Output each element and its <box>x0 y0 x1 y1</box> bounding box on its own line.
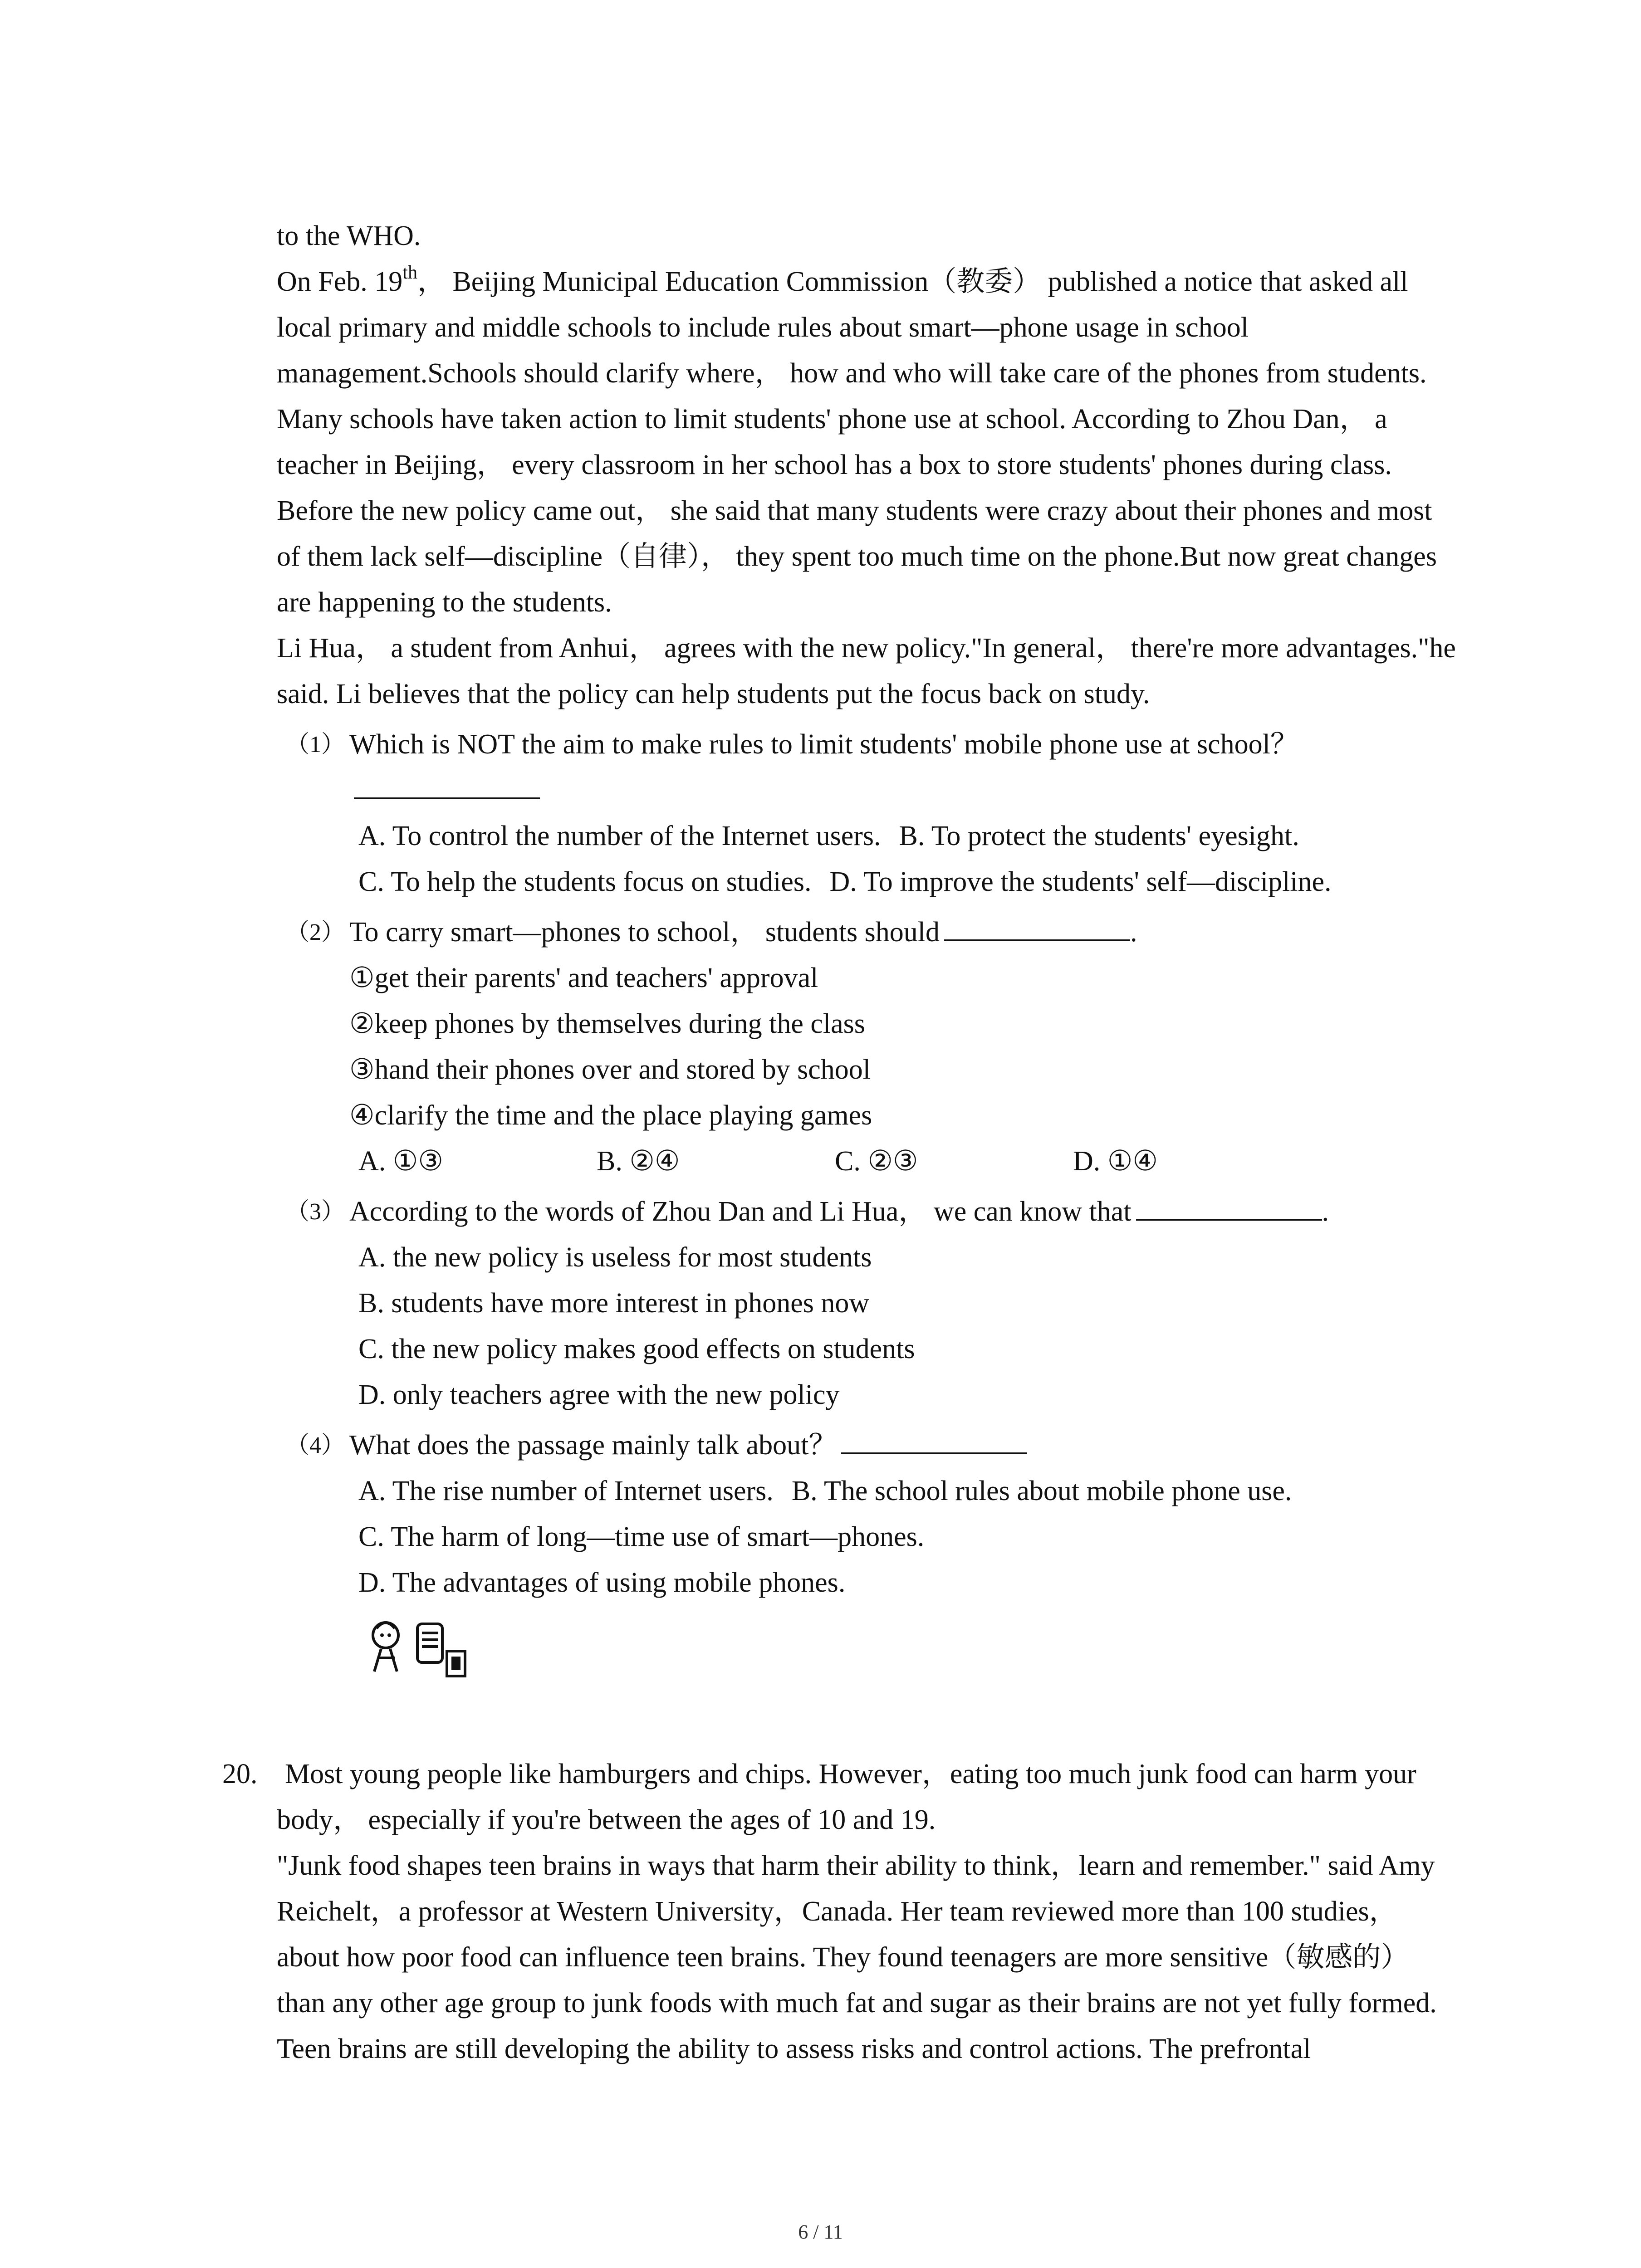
paragraph-text: ， Beijing Municipal Education Commission（教委） published a notice that asked all local primary and middle schools to include rules about smart—phone usage in school management.Schools should clarify where， how and who will take care of the phones from students. <box>277 266 1427 389</box>
question-3 <box>277 1189 1456 1235</box>
passage-paragraph: Before the new policy came out， she said that many students were crazy about their phones and most of them lack self—discipline（自律）， they spent too much time on the phone.But now great changes are happening to the students. <box>277 495 1437 618</box>
question-stem <box>349 1422 1456 1468</box>
option-a[interactable]: A. To control the number of the Internet users. <box>358 821 881 851</box>
statement-item: ②keep phones by themselves during the class <box>349 1008 865 1039</box>
option-a[interactable]: A. ①③ <box>358 1146 443 1177</box>
options <box>277 1235 1456 1418</box>
option-row <box>358 813 1456 859</box>
options <box>277 813 1456 905</box>
option-c[interactable]: C. The harm of long—time use of smart—phones. <box>358 1521 925 1552</box>
stem-text: Which is NOT the aim to make rules to limit students' mobile phone use at school？ <box>349 729 1298 760</box>
superscript: th <box>402 262 417 283</box>
option-row <box>358 859 1456 905</box>
statement-item: ③hand their phones over and stored by school <box>349 1054 871 1085</box>
question-4 <box>277 1422 1456 1468</box>
passage-paragraph: to the WHO. <box>277 220 421 251</box>
page-number: 6 / 11 <box>798 2221 843 2243</box>
question-number: （2） <box>286 919 345 945</box>
question-number: （1） <box>286 732 345 758</box>
option-b[interactable]: B. The school rules about mobile phone use. <box>791 1476 1292 1506</box>
passage-paragraph: Teen brains are still developing the ability to assess risks and control actions. The prefrontal <box>277 2033 1311 2064</box>
answer-blank[interactable] <box>1136 1192 1322 1221</box>
option-d[interactable]: D. ①④ <box>1073 1146 1158 1177</box>
option-d[interactable]: D. To improve the students' self—discipline. <box>829 866 1332 897</box>
option-d[interactable]: D. The advantages of using mobile phones. <box>358 1567 846 1598</box>
answer-blank[interactable] <box>354 770 540 799</box>
no-phone-cartoon-icon <box>358 1615 472 1683</box>
question-number: （3） <box>286 1199 345 1225</box>
question-number: （4） <box>286 1432 345 1458</box>
stem-text: According to the words of Zhou Dan and Li Hua， we can know that <box>349 1196 1132 1227</box>
question-number: 20. <box>222 1759 258 1789</box>
answer-blank[interactable] <box>841 1425 1027 1454</box>
option-b[interactable]: B. ②④ <box>597 1146 680 1177</box>
option-a[interactable]: A. the new policy is useless for most students <box>358 1242 872 1273</box>
option-b[interactable]: B. students have more interest in phones now <box>358 1288 870 1319</box>
question-20 <box>222 1751 1456 2072</box>
stem-text: To carry smart—phones to school， students should <box>349 917 940 948</box>
option-c[interactable]: C. To help the students focus on studies. <box>358 866 812 897</box>
question-1 <box>277 722 1456 813</box>
stem-text: What does the passage mainly talk about？ <box>349 1430 837 1461</box>
passage-paragraph: Most young people like hamburgers and chips. However，eating too much junk food can harm your body， especially if you're between the ages of 10 and 19. <box>277 1759 1416 1835</box>
option-a[interactable]: A. The rise number of Internet users. <box>358 1476 774 1506</box>
passage-paragraph: Li Hua， a student from Anhui， agrees with the new policy."In general， there're more advantages."he said. Li believes that the policy can help students put the focus back on study. <box>277 633 1456 709</box>
date-text: On Feb. 19 <box>277 266 403 297</box>
option-row <box>277 1139 1456 1184</box>
option-b[interactable]: B. To protect the students' eyesight. <box>899 821 1299 851</box>
document-body <box>222 213 1456 2072</box>
stem-end: . <box>1322 1196 1329 1227</box>
answer-blank[interactable] <box>944 912 1130 941</box>
question-stem <box>349 722 1456 813</box>
statement-item: ①get their parents' and teachers' approval <box>349 963 818 993</box>
statement-list <box>277 955 1456 1139</box>
stem-end: . <box>1130 917 1137 948</box>
options <box>277 1468 1456 1606</box>
passage-paragraph <box>277 259 1456 396</box>
passage-paragraph: "Junk food shapes teen brains in ways that harm their ability to think，learn and remember." said Amy Reichelt，a professor at Western University，Canada. Her team reviewed more than 100 studies， about how poor food can influence teen brains. They found teenagers are more sensitive（敏感的） than any other age group to junk foods with much fat and sugar as their brains are not yet fully formed. <box>277 1850 1437 2019</box>
question-stem <box>349 1189 1456 1235</box>
option-c[interactable]: C. ②③ <box>835 1146 918 1177</box>
option-row <box>358 1468 1456 1514</box>
passage-paragraph: Many schools have taken action to limit students' phone use at school. According to Zhou Dan， a teacher in Beijing， every classroom in her school has a box to store students' phones during class. <box>277 404 1392 480</box>
question-stem <box>349 909 1456 955</box>
option-c[interactable]: C. the new policy makes good effects on students <box>358 1334 915 1364</box>
question-2 <box>277 909 1456 955</box>
statement-item: ④clarify the time and the place playing games <box>349 1100 872 1131</box>
option-d[interactable]: D. only teachers agree with the new policy <box>358 1379 840 1410</box>
